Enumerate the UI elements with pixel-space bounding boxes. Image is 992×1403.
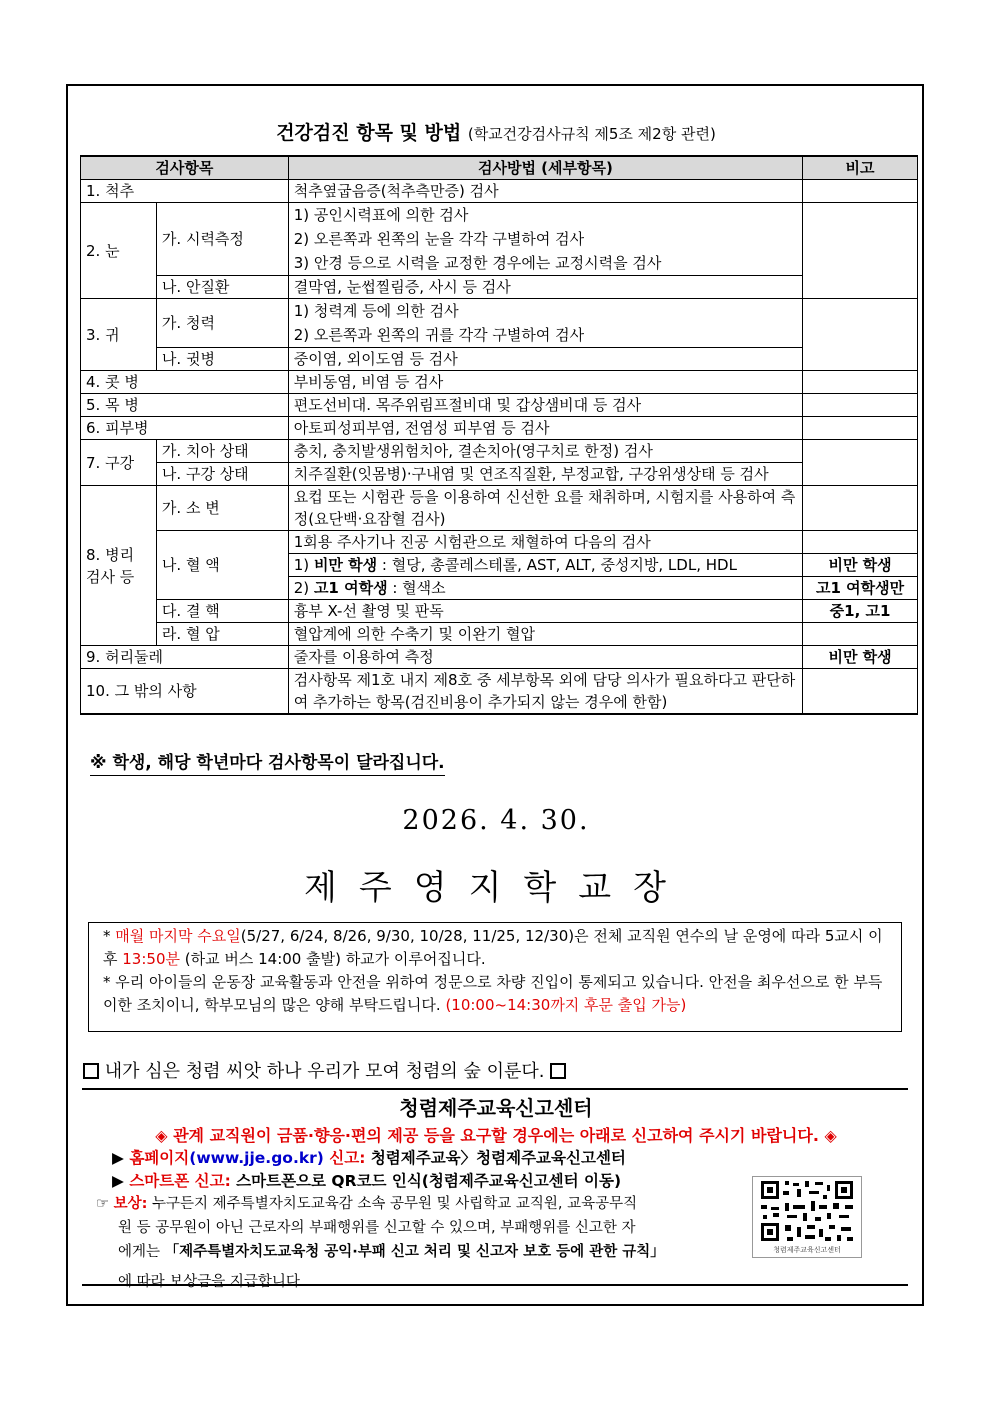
report-center-title: 청렴제주교육신고센터 xyxy=(399,1096,593,1120)
table-row: 1. 척추 척추옆굽음증(척추측만증) 검사 xyxy=(81,180,918,203)
checkbox-icon xyxy=(550,1063,566,1079)
table-row: 2) 고1 여학생 : 혈색소 고1 여학생만 xyxy=(81,577,918,600)
table-row: 7. 구강 가. 치아 상태 충치, 충치발생위험치아, 결손치아(영구치로 한정) 검사 xyxy=(81,440,918,463)
table-row: 6. 피부병 아토피성피부염, 전염성 피부염 등 검사 xyxy=(81,417,918,440)
page-title: 건강검진 항목 및 방법 (학교건강검사규칙 제5조 제2항 관련) xyxy=(276,122,716,144)
notice-box xyxy=(88,922,902,1032)
homepage-line: ▶ 홈페이지(www.jje.go.kr) 신고: 청렴제주교육〉청렴제주교육신고센터 xyxy=(112,1149,626,1167)
table-row: 라. 혈 압 혈압계에 의한 수축기 및 이완기 혈압 xyxy=(81,623,918,646)
qr-code-icon xyxy=(753,1177,861,1247)
checkbox-icon xyxy=(83,1063,99,1079)
table-row: 4. 콧 병 부비동염, 비염 등 검사 xyxy=(81,371,918,394)
table-row: 9. 허리둘레 줄자를 이용하여 측정 비만 학생 xyxy=(81,646,918,669)
table-row: 1) 비만 학생 : 혈당, 총콜레스테롤, AST, ALT, 중성지방, LDL, HDL 비만 학생 xyxy=(81,554,918,577)
table-row: 나. 구강 상태 치주질환(잇몸병)·구내염 및 연조직질환, 부정교합, 구강위생상태 등 검사 xyxy=(81,463,918,486)
reward-text: ☞ 보상: 누구든지 제주특별자치도교육감 소속 공무원 및 사립학교 교직원, 교육공무직 원 등 공무원이 아닌 근로자의 부패행위를 신고할 수 있으며, 부패행위를 신고한 자 에게는 「제주특별자치도교육청 공익·부패 신고 처리 및 신고자 보호 등에 관한 규칙」 에 따라 보상금을 지급합니다. xyxy=(96,1196,665,1290)
table-row: 나. 혈 액 1회용 주사기나 진공 시험관으로 채혈하여 다음의 검사 xyxy=(81,531,918,554)
divider xyxy=(82,1284,908,1286)
principal-signature: 제주영지학교장 xyxy=(304,868,688,908)
smartphone-line: ▶ 스마트폰 신고: 스마트폰으로 QR코드 인식(청렴제주교육신고센터 이동) xyxy=(112,1172,622,1190)
pointing-hand-icon: ☞ xyxy=(96,1196,109,1212)
grade-note: ※ 학생, 해당 학년마다 검사항목이 달라집니다. xyxy=(90,748,445,776)
table-row: 5. 목 병 편도선비대. 목주위림프절비대 및 갑상샘비대 등 검사 xyxy=(81,394,918,417)
notice-wednesday: * 매월 마지막 수요일(5/27, 6/24, 8/26, 9/30, 10/28, 11/25, 12/30)은 전체 교직원 연수의 날 운영에 따라 5교시 이후 13:50분 (하교 버스 14:00 출발) 하교가 이루어집니다. xyxy=(103,927,883,968)
issue-date: 2026. 4. 30. xyxy=(402,805,590,836)
table-row: 다. 결 핵 흉부 X-선 촬영 및 판독 중1, 고1 xyxy=(81,600,918,623)
qr-code[interactable]: 청렴제주교육신고센터 xyxy=(752,1176,862,1258)
exam-table xyxy=(80,155,918,715)
notice-gate: * 우리 아이들의 운동장 교육활동과 안전을 위하여 정문으로 차량 진입이 통제되고 있습니다. 안전을 최우선으로 한 부득이한 조치이니, 학부모님의 많은 양해 부탁드립니다. (10:00~14:30까지 후문 출입 가능) xyxy=(103,973,883,1014)
homepage-link[interactable]: (www.jje.go.kr) xyxy=(189,1149,324,1167)
report-warning: ◈ 관계 교직원이 금품·향응·편의 제공 등을 요구할 경우에는 아래로 신고하여 주시기 바랍니다. ◈ xyxy=(155,1126,837,1145)
table-row: 10. 그 밖의 사항 검사항목 제1호 내지 제8호 중 세부항목 외에 담당 의사가 필요하다고 판단하여 추가하는 항목(검진비용이 추가되지 않는 경우에 한함) xyxy=(81,669,918,715)
table-row: 3. 귀 가. 청력 1) 청력계 등에 의한 검사 2) 오른쪽과 왼쪽의 귀를 각각 구별하여 검사 xyxy=(81,299,918,348)
table-row: 2. 눈 가. 시력측정 1) 공인시력표에 의한 검사 2) 오른쪽과 왼쪽의 눈을 각각 구별하여 검사 3) 안경 등으로 시력을 교정한 경우에는 교정시력을 검사 xyxy=(81,203,918,276)
integrity-slogan: 내가 심은 청렴 씨앗 하나 우리가 모여 청렴의 숲 이룬다. xyxy=(83,1057,903,1083)
table-row: 8. 병리 검사 등 가. 소 변 요컵 또는 시험관 등을 이용하여 신선한 요를 채취하며, 시험지를 사용하여 측정(요단백·요잠혈 검사) xyxy=(81,486,918,531)
table-header: 검사항목 검사방법 (세부항목) 비고 xyxy=(81,156,918,180)
divider xyxy=(82,1088,908,1090)
table-row: 나. 안질환 결막염, 눈썹찔림증, 사시 등 검사 xyxy=(81,276,918,299)
table-row: 나. 귓병 중이염, 외이도염 등 검사 xyxy=(81,348,918,371)
